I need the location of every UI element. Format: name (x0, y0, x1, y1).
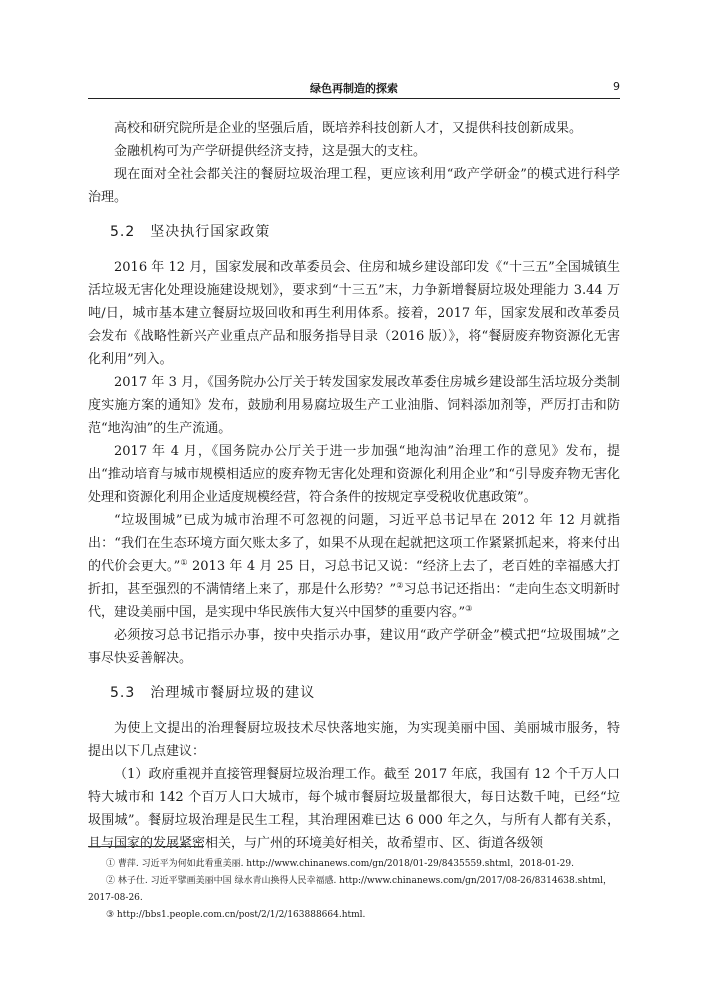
paragraph: 2017 年 3 月，《国务院办公厅关于转发国家发展改革委住房城乡建设部生活垃圾分类制度实施方案的通知》发布，鼓励利用易腐垃圾生产工业油脂、饲料添加剂等，严厉打击和防范“地沟油”的生产流通。 (88, 375, 620, 436)
footnote-2: ② 林子仕. 习近平擘画美丽中国 绿水青山换得人民幸福感. http://www.chinanews.com/gn/2017/08-26/8314638.shtml， (106, 876, 613, 886)
footnotes (88, 856, 620, 924)
paragraph: 2017 年 4 月，《国务院办公厅关于进一步加强“地沟油”治理工作的意见》发布，提出“推动培育与城市规模相适应的废弃物无害化处理和资源化利用企业”和“引导废弃物无害化处理和资源化利用企业适度规模经营，符合条件的按规定享受税收优惠政策”。 (88, 444, 620, 505)
paragraph: 必须按习总书记指示办事，按中央指示办事，建议用“政产学研金”模式把“垃圾围城”之事尽快妥善解决。 (88, 628, 620, 666)
footnote-ref-2[interactable]: ② (396, 581, 404, 590)
paragraph-text: 2013 年 4 月 25 日，习总书记又说：“经济上去了，老百姓的幸福感大打折扣，甚至强烈的不满情绪上来了，那是什么形势？” (88, 559, 620, 597)
footnote-2-continued: 2017-08-26. (88, 893, 143, 903)
page-number: 9 (613, 80, 620, 93)
paragraph-with-footnotes (88, 509, 620, 624)
section-heading-5-2: 5.2 坚决执行国家政策 (110, 224, 271, 240)
footnote-3: ③ http://bbs1.people.com.cn/post/2/1/2/163888664.html. (106, 910, 366, 920)
running-header-title: 绿色再制造的探索 (310, 82, 398, 95)
section-heading-5-3: 5.3 治理城市餐厨垃圾的建议 (110, 685, 316, 701)
paragraph-text: “垃圾围城”已成为城市治理不可忽视的问题，习近平总书记早在 2012 年 12 月就指出：“我们在生态环境方面欠账太多了，如果不从现在起就把这项工作紧紧抓起来，将来付出的代价会更大。” (88, 513, 620, 574)
footnote-ref-1[interactable]: ① (180, 558, 188, 567)
paragraph-text: 习总书记还指出：“走向生态文明新时代，建设美丽中国，是实现中华民族伟大复兴中国梦的重要内容。” (88, 582, 621, 620)
footnote-1: ① 曹萍. 习近平为何如此看重美丽. http://www.chinanews.com/gn/2018/01-29/8435559.shtml，2018-01-29. (106, 859, 574, 869)
paragraph: 为使上文提出的治理餐厨垃圾技术尽快落地实施，为实现美丽中国、美丽城市服务，特提出以下几点建议： (88, 721, 620, 759)
main-text (88, 117, 620, 855)
paragraph: 高校和研究院所是企业的坚强后盾，既培养科技创新人才，又提供科技创新成果。 (114, 121, 583, 136)
footnote-divider (88, 846, 204, 847)
paragraph: 现在面对全社会都关注的餐厨垃圾治理工程，更应该利用“政产学研金”的模式进行科学治理。 (88, 167, 620, 205)
paragraph: 金融机构可为产学研提供经济支持，这是强大的支柱。 (114, 144, 427, 159)
paragraph: 2016 年 12 月，国家发展和改革委员会、住房和城乡建设部印发《“十三五”全国城镇生活垃圾无害化处理设施建设规划》，要求到“十三五”末，力争新增餐厨垃圾处理能力 3.44 万吨/日，城市基本建立餐厨垃圾回收和再生利用体系。接着，2017 年，国家发展和改革委员会发布《战略性新兴产业重点产品和服务指导目录（2016 版）》，将“餐厨废弃物资源化无害化利用”列入。 (88, 260, 620, 367)
footnote-ref-3[interactable]: ③ (465, 604, 473, 613)
running-header (88, 80, 620, 99)
paragraph: （1）政府重视并直接管理餐厨垃圾治理工作。截至 2017 年底，我国有 12 个千万人口特大城市和 142 个百万人口大城市，每个城市餐厨垃圾量都很大，每日达数千吨，已经“垃圾围城”。餐厨垃圾治理是民生工程，其治理困难已达 6 000 年之久，与所有人都有关系，且与国家的发展紧密相关，与广州的环境美好相关，故希望市、区、街道各级领 (88, 767, 620, 851)
